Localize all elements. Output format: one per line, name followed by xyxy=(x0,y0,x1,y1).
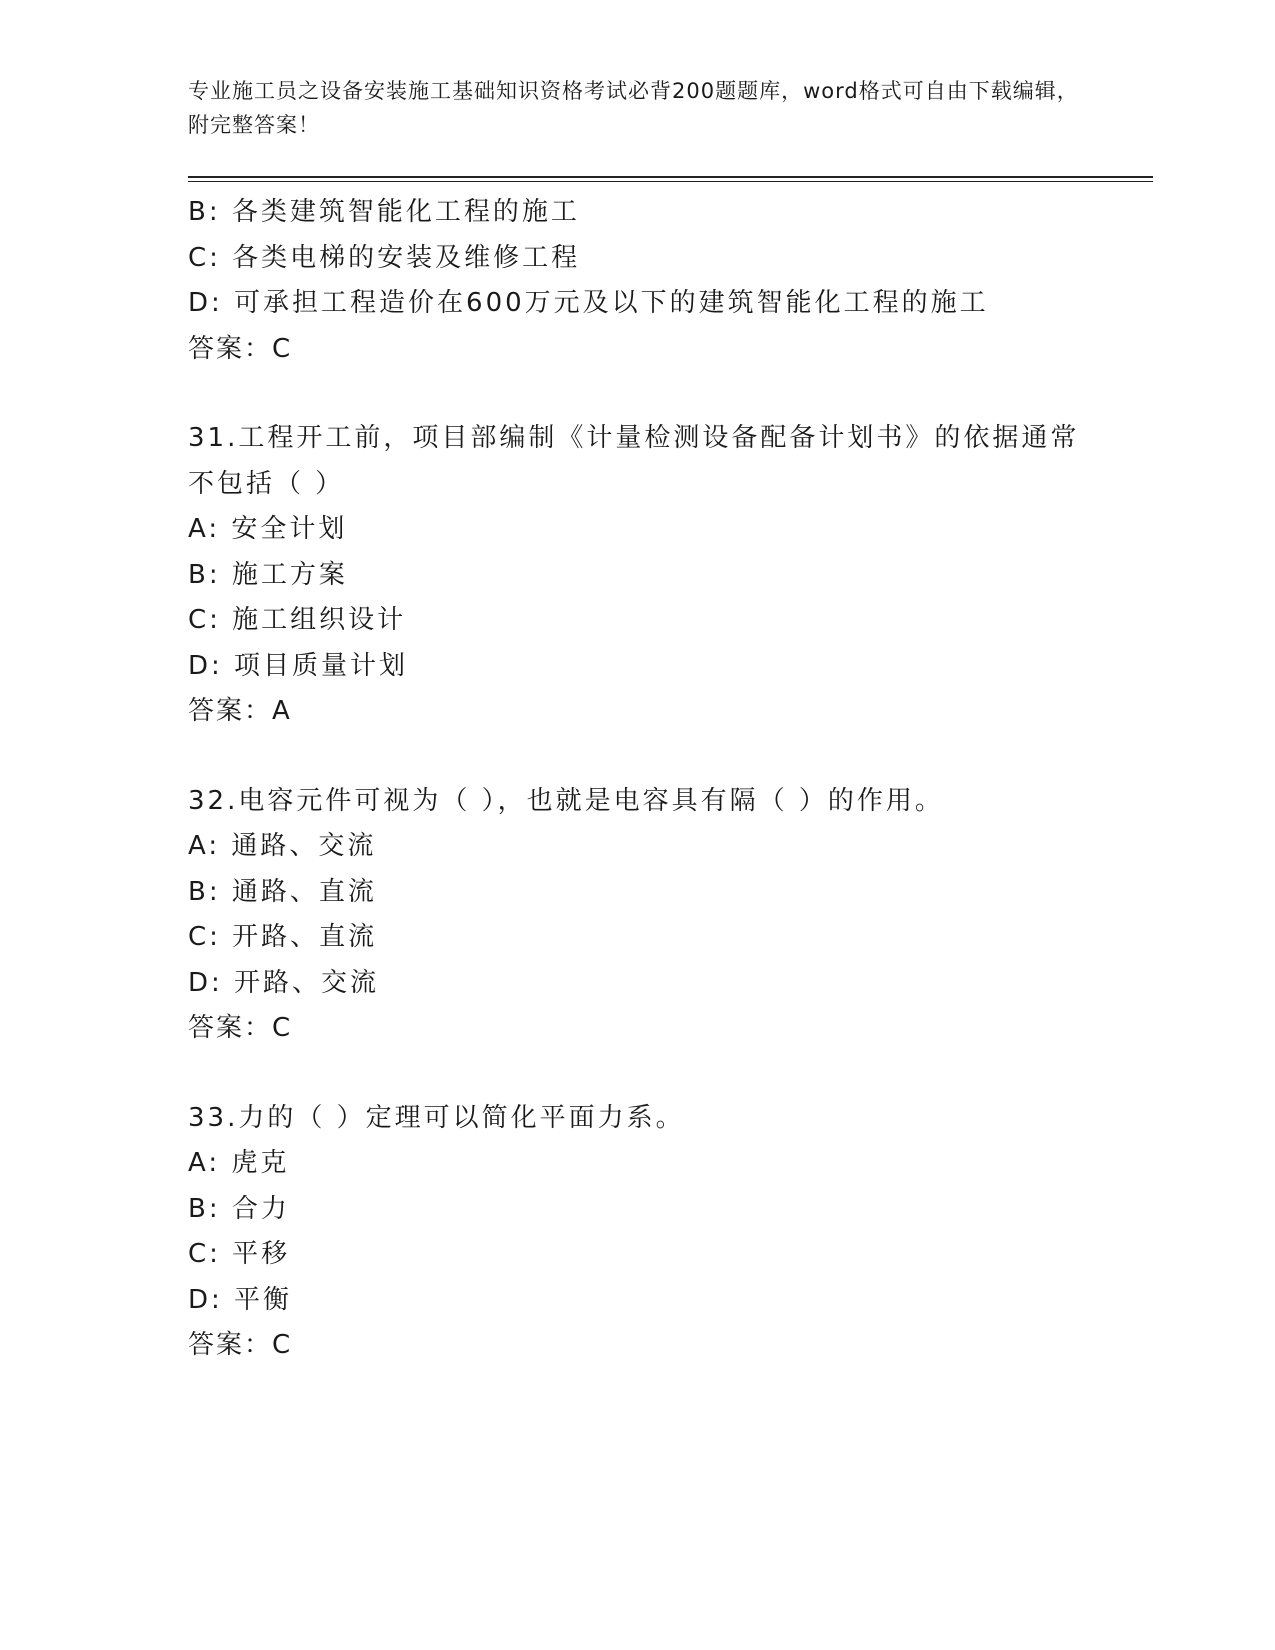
answer-line: 答案：C xyxy=(188,1013,293,1043)
partial-question xyxy=(188,190,1088,372)
option-a: A: 安全计划 xyxy=(188,514,348,544)
option-b: B: 施工方案 xyxy=(188,559,348,590)
option-c: C: 各类电梯的安装及维修工程 xyxy=(188,242,581,273)
option-b: B: 合力 xyxy=(188,1193,290,1224)
question-33 xyxy=(188,1096,1088,1369)
option-b: B: 各类建筑智能化工程的施工 xyxy=(188,197,580,227)
option-d: D: 开路、交流 xyxy=(188,967,380,998)
question-31 xyxy=(188,416,1088,735)
option-d: D: 项目质量计划 xyxy=(188,650,409,681)
option-c: C: 施工组织设计 xyxy=(188,605,407,635)
question-text: 32.电容元件可视为（ ），也就是电容具有隔（ ）的作用。 xyxy=(188,785,944,816)
option-d: D: 平衡 xyxy=(188,1284,293,1315)
option-c: C: 平移 xyxy=(188,1239,291,1269)
answer-line: 答案：A xyxy=(188,696,292,726)
option-b: B: 通路、直流 xyxy=(188,876,377,907)
question-text: 33.力的（ ）定理可以简化平面力系。 xyxy=(188,1102,685,1133)
question-32 xyxy=(188,779,1088,1052)
answer-line: 答案：C xyxy=(188,1330,293,1360)
question-text: 31.工程开工前，项目部编制《计量检测设备配备计划书》的依据通常不包括（ ） xyxy=(188,423,1080,499)
document-body xyxy=(188,190,1088,1369)
option-d: D: 可承担工程造价在600万元及以下的建筑智能化工程的施工 xyxy=(188,288,989,318)
answer-line: 答案：C xyxy=(188,333,293,364)
option-a: A: 通路、交流 xyxy=(188,831,377,861)
option-c: C: 开路、直流 xyxy=(188,922,378,952)
header-divider-thin xyxy=(188,181,1153,182)
document-header: 专业施工员之设备安装施工基础知识资格考试必背200题题库，word格式可自由下载编辑，附完整答案！ xyxy=(188,79,1079,137)
option-a: A: 虎克 xyxy=(188,1148,290,1178)
header-divider-thick xyxy=(188,176,1153,178)
